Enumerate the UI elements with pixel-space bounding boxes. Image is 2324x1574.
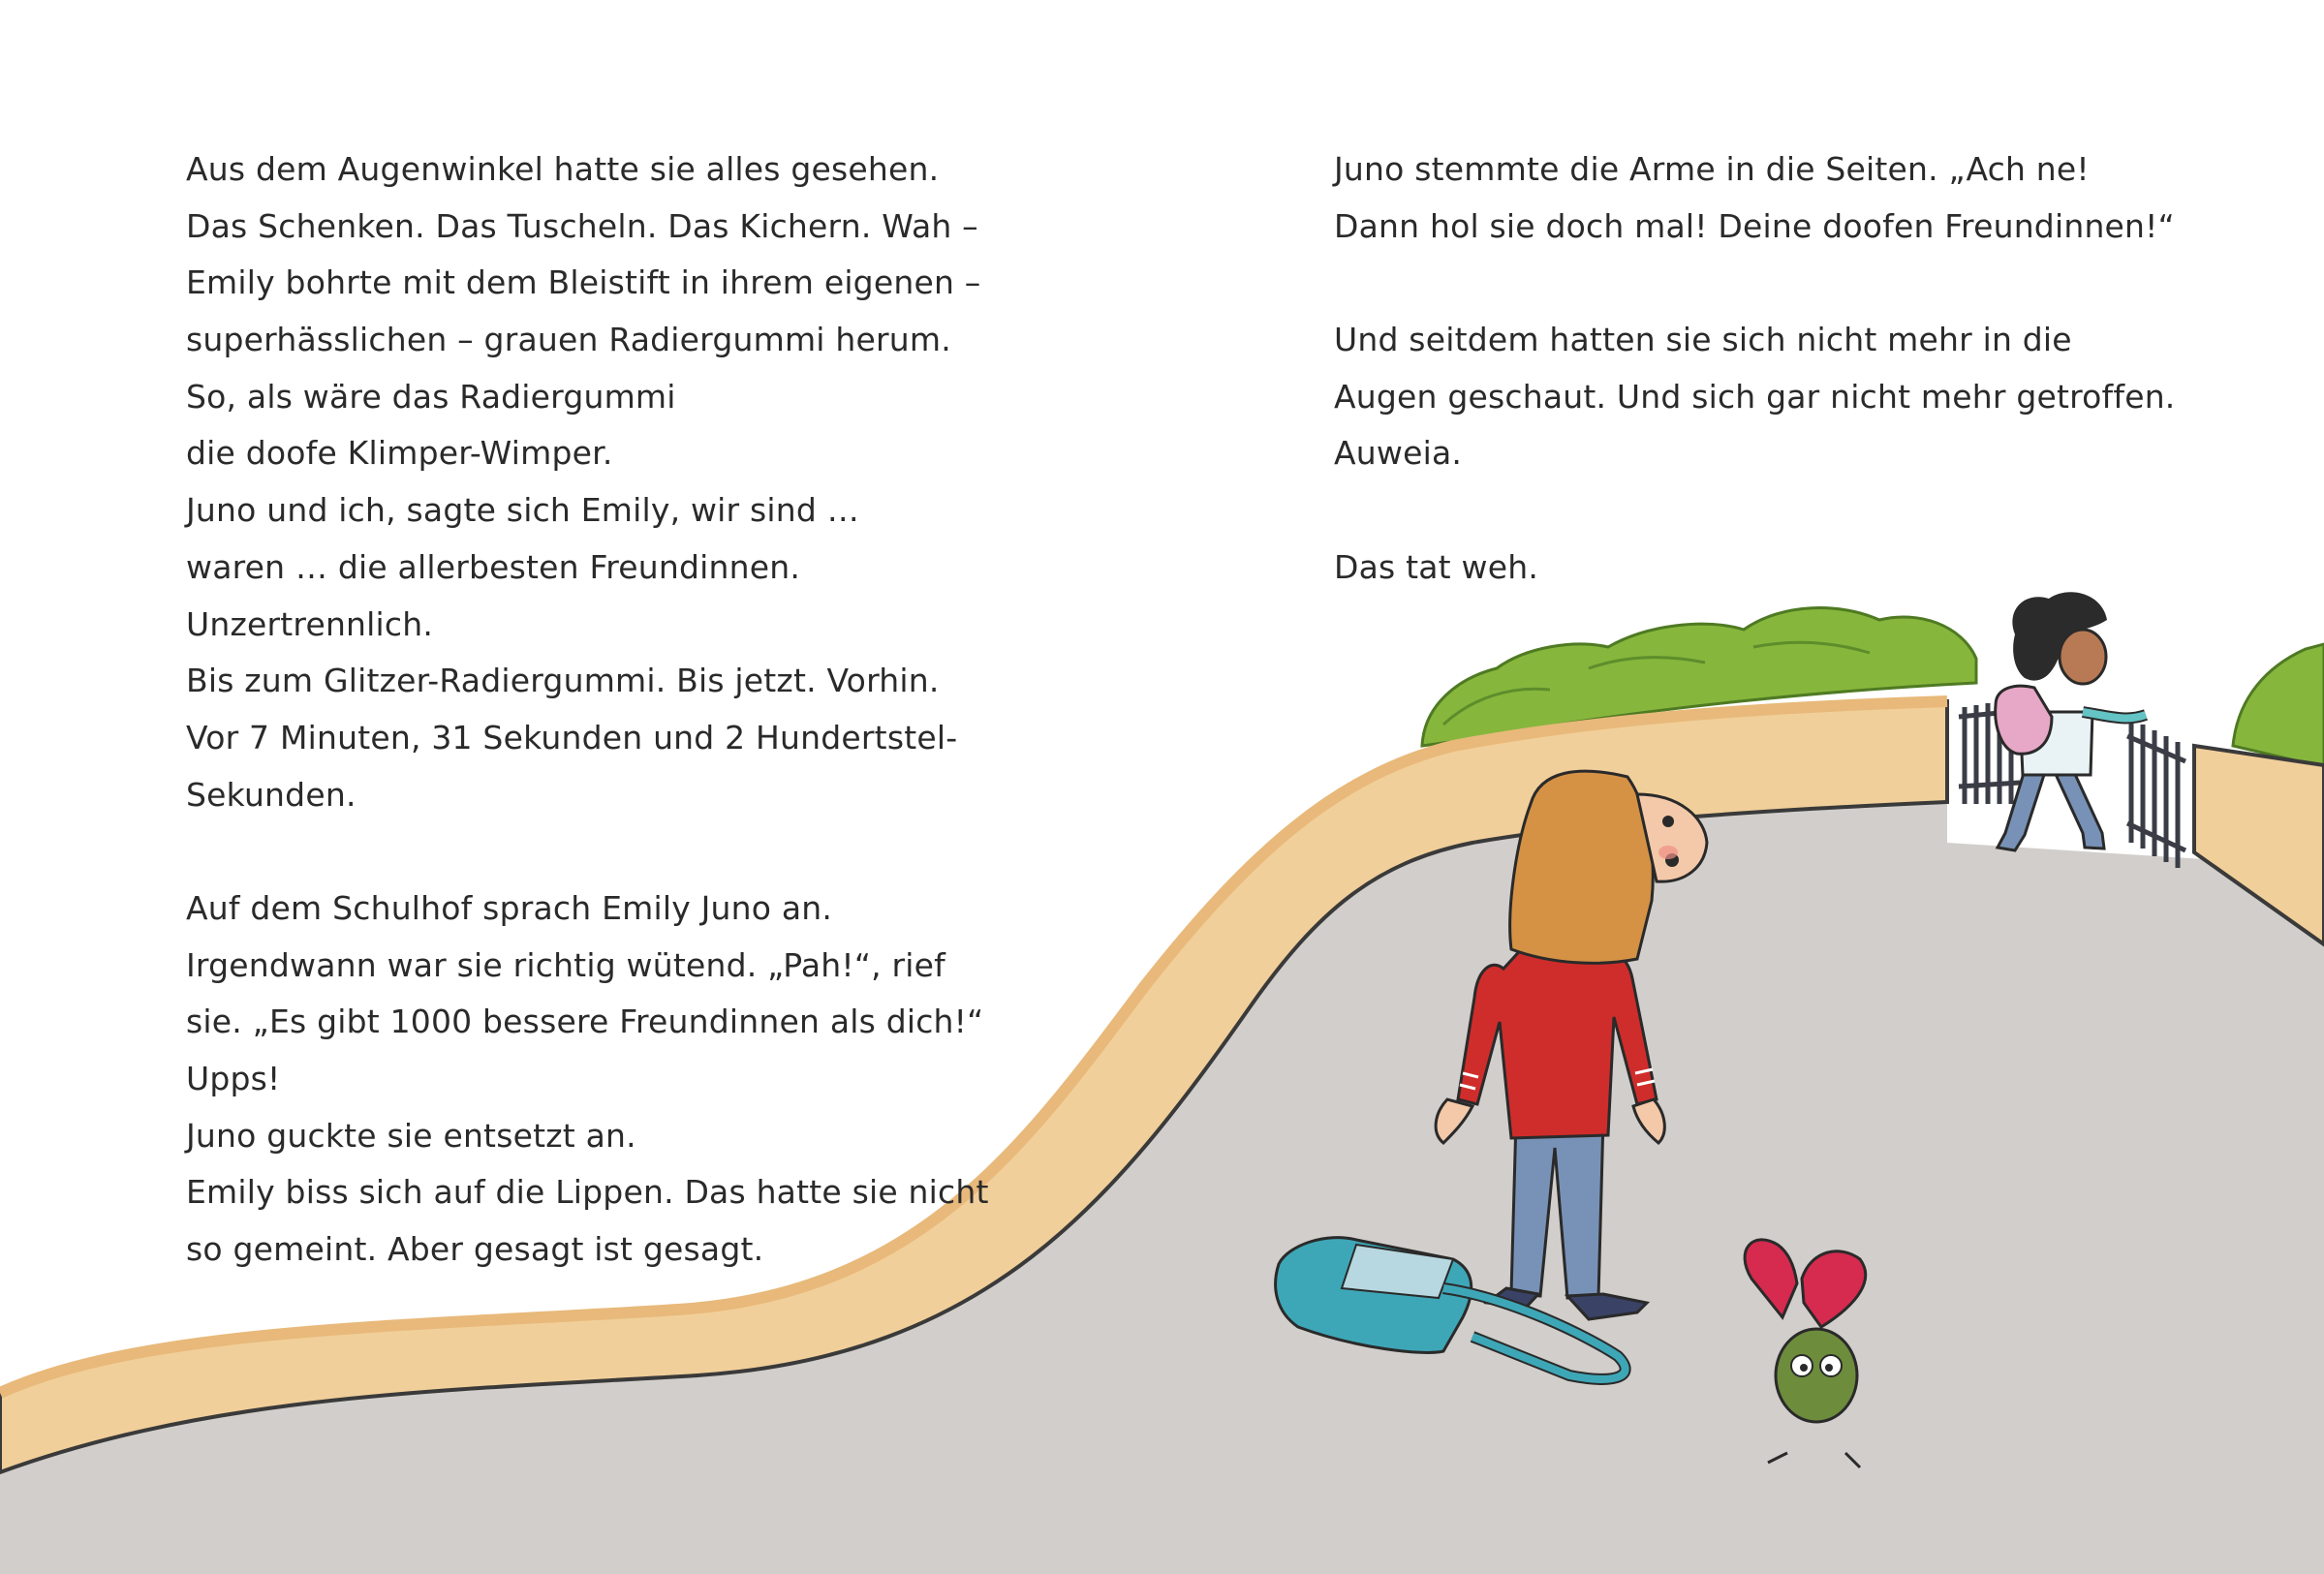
text-line: Aus dem Augenwinkel hatte sie alles gesehen. — [186, 150, 940, 188]
text-line: Augen geschaut. Und sich gar nicht mehr getroffen. — [1334, 377, 2176, 416]
left-page-text — [186, 141, 989, 1279]
text-line: Das tat weh. — [1334, 547, 1539, 586]
text-line: waren … die allerbesten Freundinnen. — [186, 547, 801, 586]
text-line: Juno und ich, sagte sich Emily, wir sind … — [186, 491, 859, 530]
text-line: Und seitdem hatten sie sich nicht mehr in die — [1334, 321, 2072, 359]
text-line: sie. „Es gibt 1000 bessere Freundinnen als dich!“ — [186, 1003, 984, 1041]
text-line: superhässlichen – grauen Radiergummi herum. — [186, 321, 951, 359]
text-line: Sekunden. — [186, 775, 356, 814]
paragraph-gap — [1334, 255, 2176, 312]
text-line: die doofe Klimper-Wimper. — [186, 434, 613, 473]
text-line: Bis zum Glitzer-Radiergummi. Bis jetzt. Vorhin. — [186, 662, 940, 700]
girl-walking-away-icon — [1996, 592, 2146, 850]
text-line: Auf dem Schulhof sprach Emily Juno an. — [186, 888, 833, 927]
text-line: Auweia. — [1334, 434, 1463, 473]
text-line: Emily biss sich auf die Lippen. Das hatte sie nicht — [186, 1173, 989, 1212]
text-line: Irgendwann war sie richtig wütend. „Pah!“, rief — [186, 945, 945, 984]
paragraph-gap — [186, 823, 989, 880]
text-line: Juno guckte sie entsetzt an. — [186, 1116, 636, 1155]
text-line: So, als wäre das Radiergummi — [186, 377, 676, 416]
text-line: so gemeint. Aber gesagt ist gesagt. — [186, 1230, 764, 1269]
text-line: Das Schenken. Das Tuscheln. Das Kichern. Wah – — [186, 206, 978, 245]
right-page-text — [1334, 141, 2176, 597]
text-line: Emily bohrte mit dem Bleistift in ihrem eigenen – — [186, 263, 981, 302]
text-line: Juno stemmte die Arme in die Seiten. „Ach ne! — [1334, 150, 2090, 188]
paragraph-gap — [1334, 482, 2176, 540]
text-line: Dann hol sie doch mal! Deine doofen Freundinnen!“ — [1334, 206, 2175, 245]
text-line: Unzertrennlich. — [186, 604, 434, 643]
text-line: Vor 7 Minuten, 31 Sekunden und 2 Hundertstel- — [186, 718, 958, 756]
text-line: Upps! — [186, 1060, 281, 1097]
